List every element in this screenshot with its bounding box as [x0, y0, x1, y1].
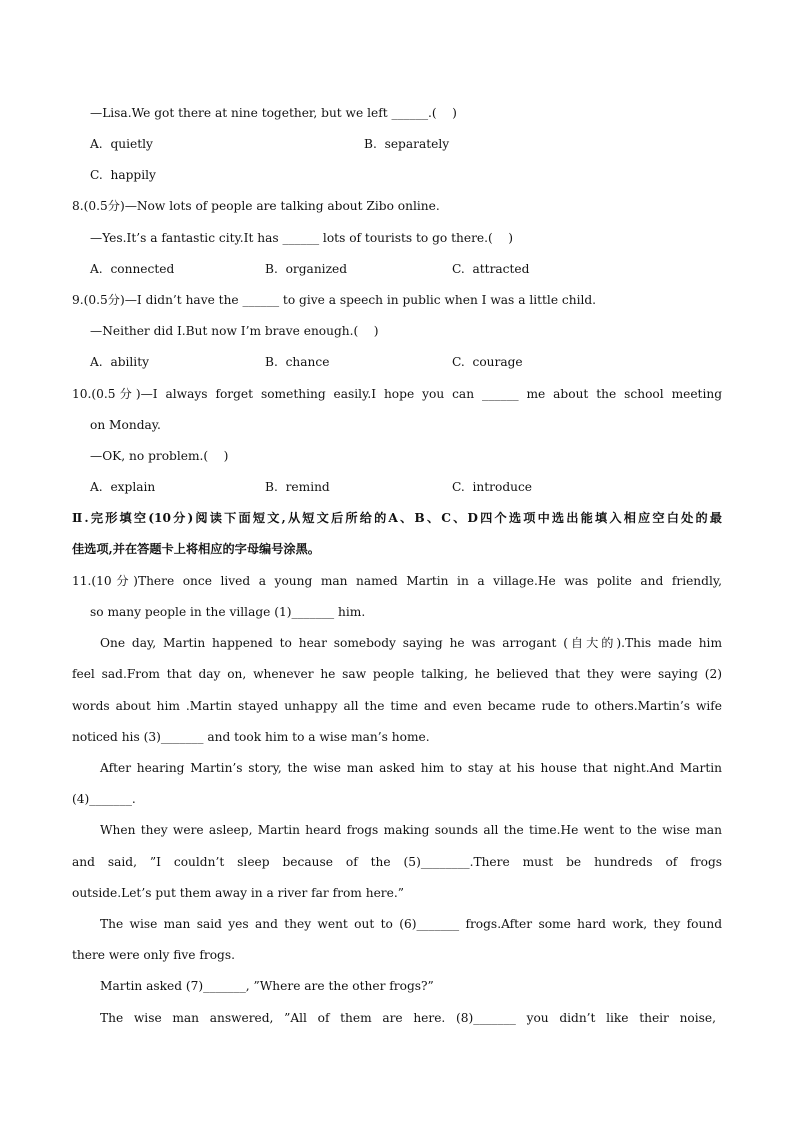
option-text: introduce	[472, 480, 533, 494]
q8-option-c[interactable]	[452, 261, 529, 277]
q10-option-b[interactable]	[265, 479, 330, 495]
section-heading: Ⅱ.完形填空(10分)阅读下面短文,从短文后所给的A、B、C、D四个选项中选出能填入相应空白处的最	[72, 511, 722, 525]
option-letter: A.	[90, 262, 103, 276]
q8-dialogue-line: —Yes.It’s a fantastic city.It has ______ lots of tourists to go there.( )	[90, 231, 514, 245]
section-heading-continued: 佳选项,并在答题卡上将相应的字母编号涂黑。	[72, 542, 320, 556]
passage-line: When they were asleep, Martin heard frogs making sounds all the time.He went to the wise man	[100, 823, 722, 837]
option-letter: A.	[90, 355, 103, 369]
passage-line: The wise man answered, ”All of them are here. (8)_______ you didn’t like their noise,	[100, 1011, 716, 1025]
option-letter: B.	[364, 137, 377, 151]
passage-line: The wise man said yes and they went out to (6)_______ frogs.After some hard work, they found	[100, 917, 722, 931]
option-letter: C.	[90, 168, 103, 182]
q8-stem: 8.(0.5分)—Now lots of people are talking about Zibo online.	[72, 199, 440, 213]
q9-dialogue-line: —Neither did I.But now I’m brave enough.( )	[90, 324, 379, 338]
passage-line: (4)_______.	[72, 792, 136, 806]
option-text: ability	[110, 355, 149, 369]
q10-dialogue-line: —OK, no problem.( )	[90, 449, 229, 463]
option-text: chance	[285, 355, 330, 369]
passage-line: outside.Let’s put them away in a river far from here.”	[72, 886, 404, 900]
option-text: remind	[285, 480, 330, 494]
passage-line: and said, ”I couldn’t sleep because of the (5)________.There must be hundreds of frogs	[72, 855, 722, 869]
q9-option-b[interactable]	[265, 354, 329, 370]
q7-option-a[interactable]	[90, 136, 153, 152]
option-text: organized	[285, 262, 348, 276]
passage-line: After hearing Martin’s story, the wise man asked him to stay at his house that night.And Martin	[100, 761, 722, 775]
option-letter: B.	[265, 262, 278, 276]
q9-option-a[interactable]	[90, 354, 149, 370]
q7-dialogue-line: —Lisa.We got there at nine together, but we left ______.( )	[90, 106, 457, 120]
q10-stem-continued: on Monday.	[90, 418, 161, 432]
passage-line: feel sad.From that day on, whenever he saw people talking, he believed that they were saying (2)	[72, 667, 722, 681]
passage-line: words about him .Martin stayed unhappy all the time and even became rude to others.Martin’s wife	[72, 699, 722, 713]
q8-option-b[interactable]	[265, 261, 347, 277]
q7-option-b[interactable]	[364, 136, 449, 152]
q9-stem: 9.(0.5分)—I didn’t have the ______ to give a speech in public when I was a little child.	[72, 293, 597, 307]
q8-option-a[interactable]	[90, 261, 174, 277]
q10-option-a[interactable]	[90, 479, 155, 495]
option-letter: C.	[452, 262, 465, 276]
option-text: separately	[384, 137, 450, 151]
q7-option-c[interactable]	[90, 167, 156, 183]
passage-line: Martin asked (7)_______, ”Where are the other frogs?”	[100, 979, 434, 993]
passage-line: so many people in the village (1)_______ him.	[90, 605, 366, 619]
option-letter: B.	[265, 355, 278, 369]
passage-line: One day, Martin happened to hear somebody saying he was arrogant (自大的).This made him	[100, 636, 722, 650]
passage-line: noticed his (3)_______ and took him to a wise man’s home.	[72, 730, 430, 744]
option-text: happily	[110, 168, 156, 182]
option-letter: B.	[265, 480, 278, 494]
q10-stem: 10.(0.5分)—I always forget something easily.I hope you can ______ me about the school meeting	[72, 387, 722, 401]
q10-option-c[interactable]	[452, 479, 532, 495]
option-letter: C.	[452, 480, 465, 494]
option-text: quietly	[110, 137, 153, 151]
option-letter: A.	[90, 137, 103, 151]
option-text: explain	[110, 480, 156, 494]
option-letter: C.	[452, 355, 465, 369]
q11-stem: 11.(10分)There once lived a young man named Martin in a village.He was polite and friendly,	[72, 574, 722, 588]
q9-option-c[interactable]	[452, 354, 523, 370]
option-letter: A.	[90, 480, 103, 494]
option-text: connected	[110, 262, 175, 276]
passage-line: there were only five frogs.	[72, 948, 235, 962]
option-text: attracted	[472, 262, 530, 276]
option-text: courage	[472, 355, 523, 369]
